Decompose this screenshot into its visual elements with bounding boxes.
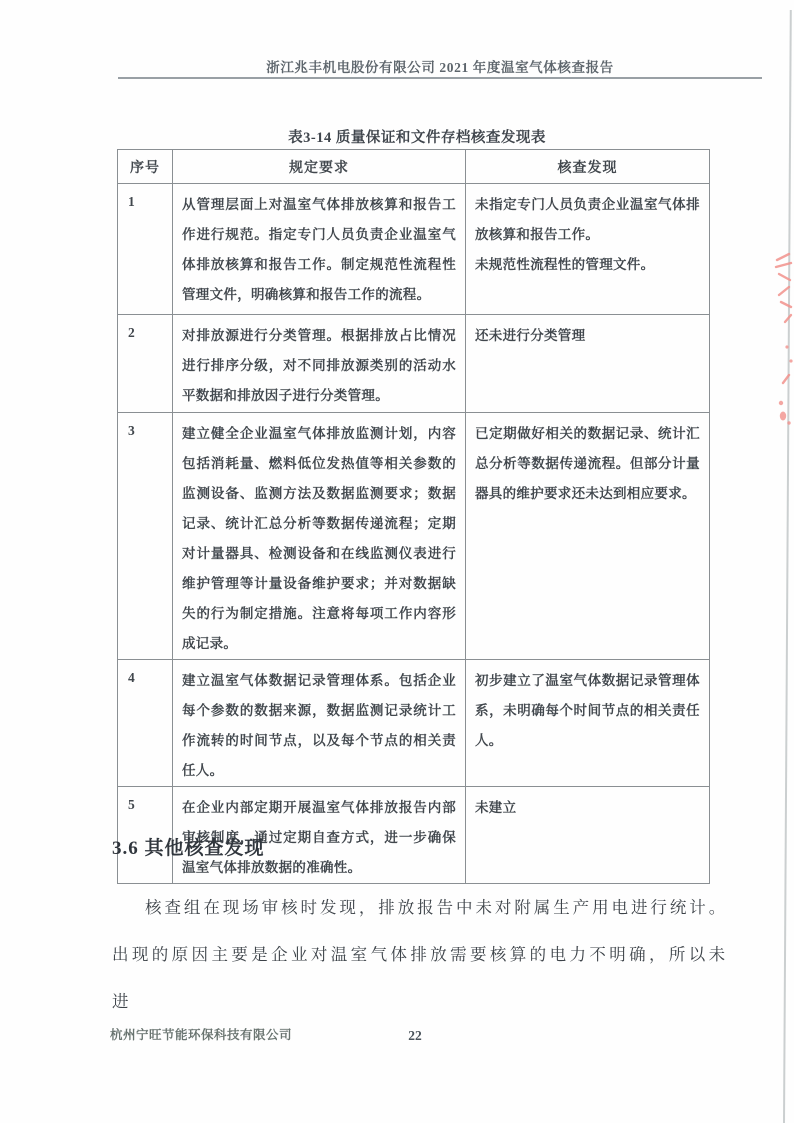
table-row <box>118 660 710 787</box>
row-number-cell: 1 <box>118 184 173 315</box>
finding-cell: 初步建立了温室气体数据记录管理体系，未明确每个时间节点的相关责任人。 <box>466 660 710 787</box>
column-header-requirement: 规定要求 <box>173 150 466 184</box>
row-number-cell: 5 <box>118 787 173 884</box>
footer-company: 杭州宁旺节能环保科技有限公司 <box>110 1028 293 1042</box>
row-number-cell: 2 <box>118 315 173 413</box>
finding-cell: 未指定专门人员负责企业温室气体排放核算和报告工作。 未规范性流程性的管理文件。 <box>466 184 710 315</box>
scan-edge-line <box>783 10 791 1123</box>
finding-cell: 已定期做好相关的数据记录、统计汇总分析等数据传递流程。但部分计量器具的维护要求还未达到相应要求。 <box>466 413 710 660</box>
row-number-cell: 3 <box>118 413 173 660</box>
row-number-cell: 4 <box>118 660 173 787</box>
requirement-cell: 建立温室气体数据记录管理体系。包括企业每个参数的数据来源，数据监测记录统计工作流转的时间节点，以及每个节点的相关责任人。 <box>173 660 466 787</box>
table-row <box>118 184 710 315</box>
body-paragraph: 核查组在现场审核时发现，排放报告中未对附属生产用电进行统计。出现的原因主要是企业对温室气体排放需要核算的电力不明确，所以未进 <box>112 898 728 1011</box>
column-header-no: 序号 <box>118 150 173 184</box>
header-rule <box>118 77 762 79</box>
section-heading: 3.6 其他核查发现 <box>112 838 265 859</box>
requirement-cell: 建立健全企业温室气体排放监测计划，内容包括消耗量、燃料低位发热值等相关参数的监测设备、监测方法及数据监测要求；数据记录、统计汇总分析等数据传递流程；定期对计量器具、检测设备和在线监测仪表进行维护管理等计量设备维护要求；并对数据缺失的行为制定措施。注意将每项工作内容形成记录。 <box>173 413 466 660</box>
table-header-row <box>118 150 710 184</box>
header-title: 浙江兆丰机电股份有限公司 2021 年度温室气体核查报告 <box>266 60 614 75</box>
requirement-cell: 从管理层面上对温室气体排放核算和报告工作进行规范。指定专门人员负责企业温室气体排放核算和报告工作。制定规范性流程性管理文件，明确核算和报告工作的流程。 <box>173 184 466 315</box>
column-header-finding: 核查发现 <box>466 150 710 184</box>
table-row <box>118 413 710 660</box>
requirement-cell: 对排放源进行分类管理。根据排放占比情况进行排序分级，对不同排放源类别的活动水平数据和排放因子进行分类管理。 <box>173 315 466 413</box>
page-number: 22 <box>408 1028 422 1043</box>
table-caption: 表3-14 质量保证和文件存档核查发现表 <box>288 130 546 146</box>
table-row <box>118 315 710 413</box>
finding-cell: 还未进行分类管理 <box>466 315 710 413</box>
findings-table <box>117 149 710 884</box>
table-body <box>118 184 710 884</box>
red-seal-fragment-icon <box>766 243 794 438</box>
requirement-cell: 在企业内部定期开展温室气体排放报告内部审核制度，通过定期自查方式，进一步确保温室气体排放数据的准确性。 <box>173 787 466 884</box>
finding-cell: 未建立 <box>466 787 710 884</box>
